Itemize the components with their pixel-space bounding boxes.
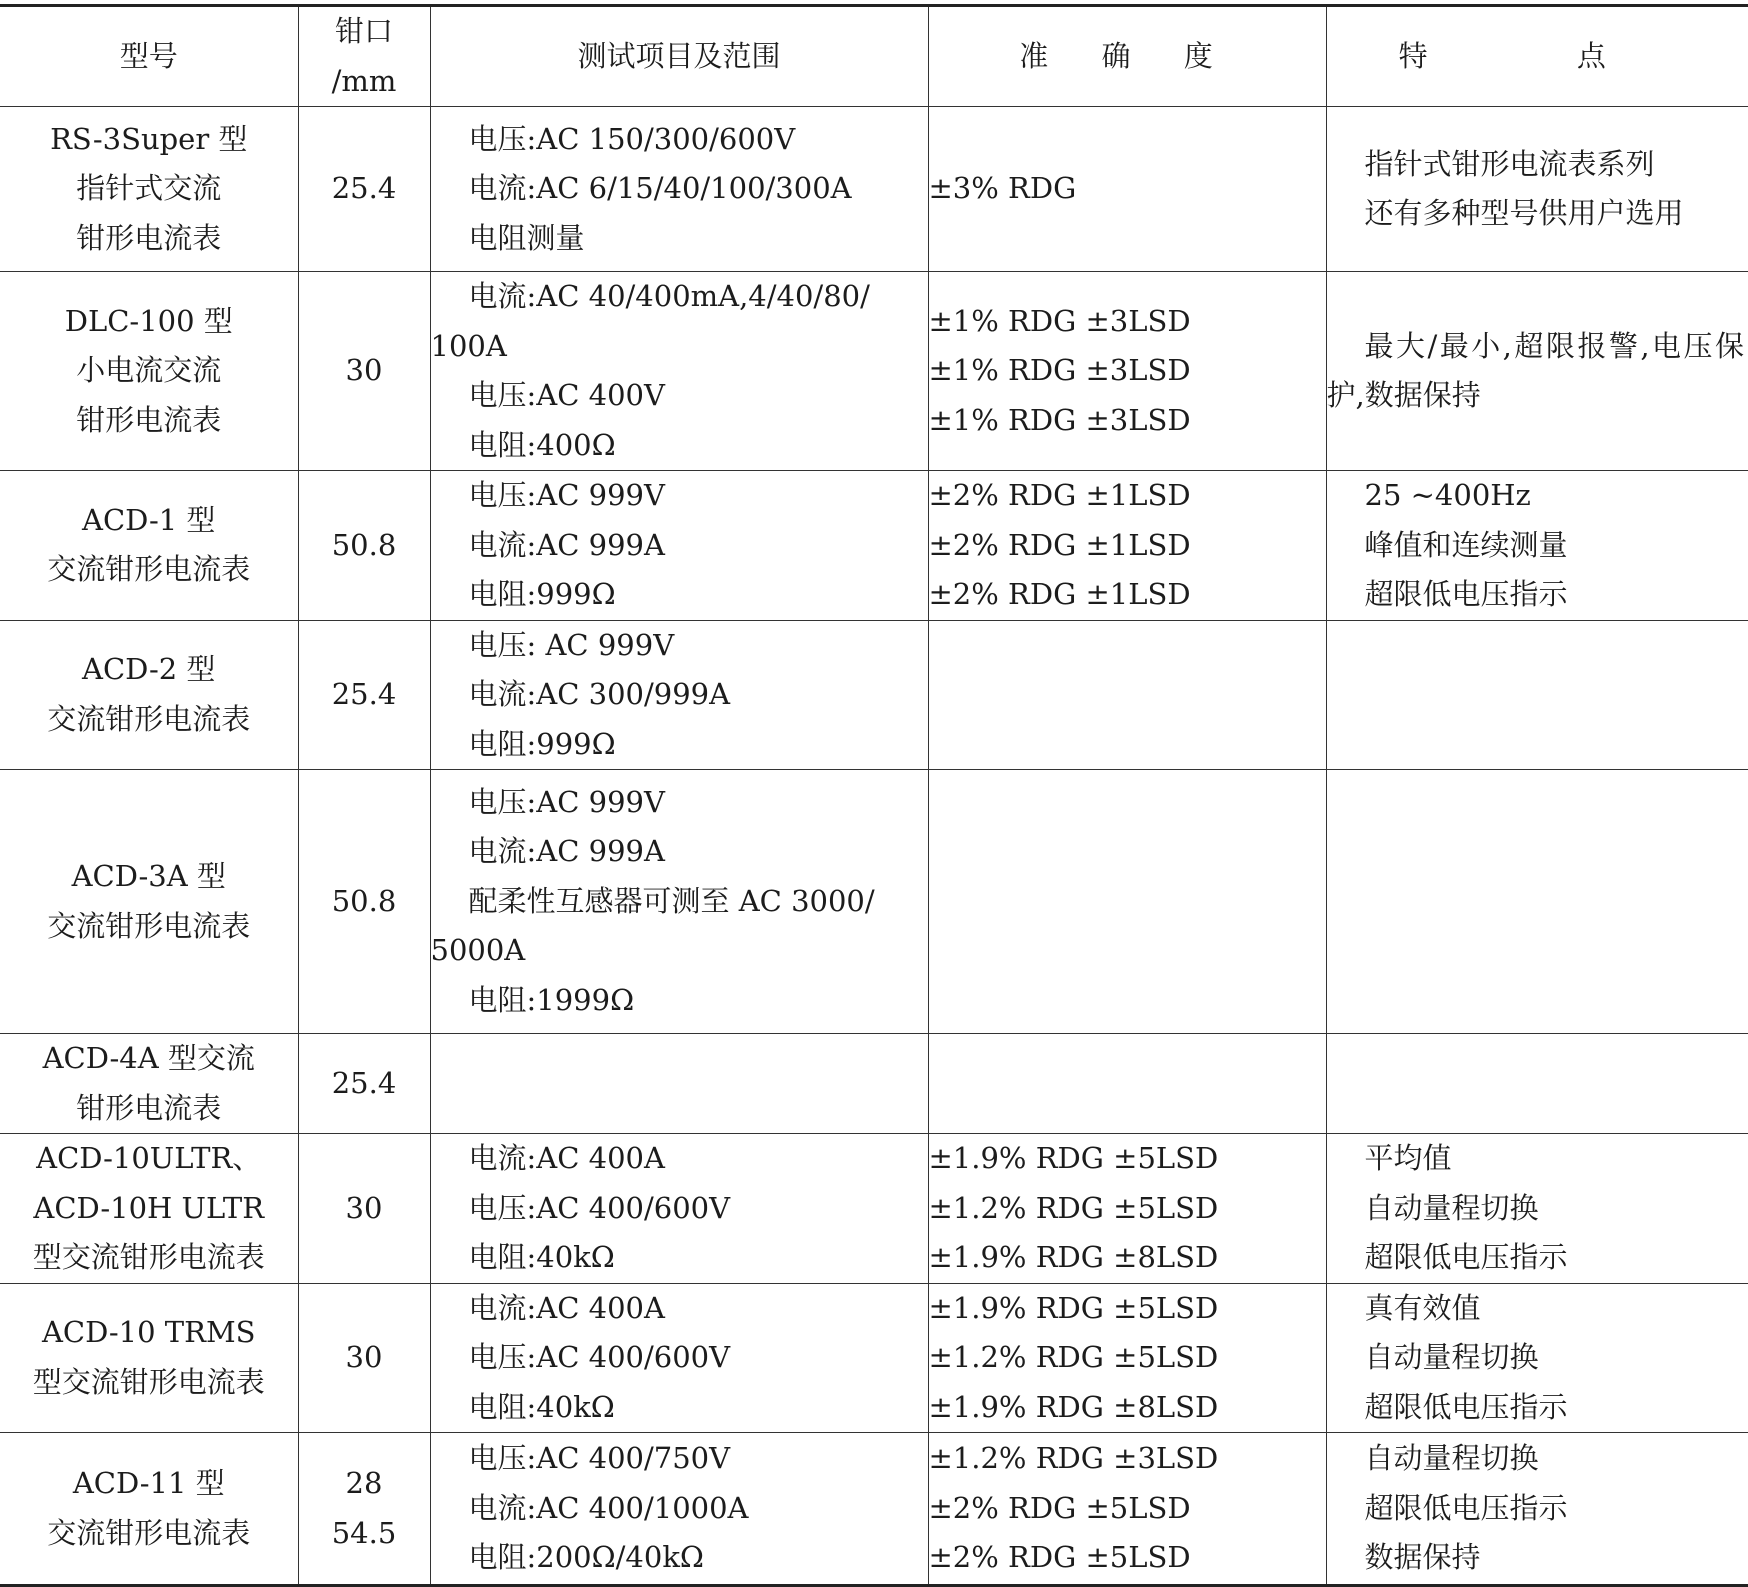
features-cell	[1326, 620, 1748, 770]
range-line: 电阻:400Ω	[431, 421, 928, 471]
accuracy-line: ±1.9% RDG ±8LSD	[929, 1233, 1326, 1283]
model-line: 交流钳形电流表	[0, 545, 298, 595]
feature-line: 超限低电压指示	[1327, 1484, 1748, 1534]
range-line: 电压:AC 999V	[431, 471, 928, 521]
range-line: 配柔性互感器可测至 AC 3000/	[431, 877, 928, 927]
range-cell	[430, 471, 928, 621]
jaw-cell	[298, 1034, 430, 1134]
model-line: 钳形电流表	[0, 396, 298, 446]
jaw-cell	[298, 770, 430, 1034]
range-line: 电流:AC 400A	[431, 1134, 928, 1184]
features-cell	[1326, 1433, 1748, 1586]
jaw-value: 54.5	[299, 1509, 430, 1559]
model-line: 钳形电流表	[0, 1084, 298, 1134]
model-cell	[0, 1134, 298, 1284]
jaw-value: 50.8	[299, 521, 430, 571]
feature-line: 超限低电压指示	[1327, 1233, 1748, 1283]
model-line: ACD-10 TRMS	[0, 1308, 298, 1358]
feature-line: 真有效值	[1327, 1284, 1748, 1334]
model-line: 指针式交流	[0, 164, 298, 214]
range-line: 电阻:40kΩ	[431, 1383, 928, 1433]
accuracy-line: ±1.9% RDG ±8LSD	[929, 1383, 1326, 1433]
range-line: 电流:AC 999A	[431, 521, 928, 571]
feature-line: 峰值和连续测量	[1327, 521, 1748, 571]
model-line: ACD-3A 型	[0, 852, 298, 902]
accuracy-line: ±1% RDG ±3LSD	[929, 346, 1326, 396]
range-line: 5000A	[431, 926, 928, 976]
accuracy-cell	[928, 1034, 1326, 1134]
model-line: ACD-4A 型交流	[0, 1034, 298, 1084]
accuracy-line: ±1% RDG ±3LSD	[929, 297, 1326, 347]
model-line: DLC-100 型	[0, 297, 298, 347]
accuracy-cell	[928, 1134, 1326, 1284]
clamp-meter-spec-table	[0, 4, 1748, 1587]
accuracy-line: ±2% RDG ±1LSD	[929, 521, 1326, 571]
accuracy-line: ±3% RDG	[929, 164, 1326, 214]
accuracy-line: ±1.2% RDG ±3LSD	[929, 1434, 1326, 1484]
features-cell	[1326, 1283, 1748, 1433]
jaw-cell	[298, 471, 430, 621]
accuracy-line: ±1.2% RDG ±5LSD	[929, 1333, 1326, 1383]
feature-line: 自动量程切换	[1327, 1333, 1748, 1383]
range-cell	[430, 620, 928, 770]
model-cell	[0, 620, 298, 770]
jaw-value: 25.4	[299, 670, 430, 720]
features-cell	[1326, 272, 1748, 471]
features-cell	[1326, 770, 1748, 1034]
range-line: 电阻测量	[431, 214, 928, 264]
range-cell	[430, 770, 928, 1034]
features-cell	[1326, 471, 1748, 621]
jaw-cell	[298, 107, 430, 272]
range-line: 电阻:999Ω	[431, 720, 928, 770]
model-line: 交流钳形电流表	[0, 902, 298, 952]
range-line: 电压:AC 400/600V	[431, 1333, 928, 1383]
range-line: 100A	[431, 322, 928, 372]
jaw-value: 50.8	[299, 877, 430, 927]
range-cell	[430, 107, 928, 272]
model-line: 钳形电流表	[0, 214, 298, 264]
range-line: 电压:AC 999V	[431, 778, 928, 828]
model-line: ACD-2 型	[0, 645, 298, 695]
model-cell	[0, 471, 298, 621]
model-line: 型交流钳形电流表	[0, 1358, 298, 1408]
model-line: ACD-1 型	[0, 496, 298, 546]
feature-line: 最大/最小,超限报警,电压保护,数据保持	[1327, 322, 1748, 421]
feature-line: 平均值	[1327, 1134, 1748, 1184]
jaw-cell	[298, 1283, 430, 1433]
model-line: 交流钳形电流表	[0, 1509, 298, 1559]
jaw-value: 25.4	[299, 164, 430, 214]
range-line: 电流:AC 999A	[431, 827, 928, 877]
accuracy-line: ±1.9% RDG ±5LSD	[929, 1284, 1326, 1334]
jaw-value: 30	[299, 346, 430, 396]
model-cell	[0, 107, 298, 272]
range-line: 电压:AC 400V	[431, 371, 928, 421]
accuracy-cell	[928, 620, 1326, 770]
header-jaw	[298, 6, 430, 107]
accuracy-cell	[928, 471, 1326, 621]
range-cell	[430, 1283, 928, 1433]
range-line: 电流:AC 40/400mA,4/40/80/	[431, 272, 928, 322]
table-row	[0, 107, 1748, 272]
jaw-cell	[298, 1134, 430, 1284]
header-range: 测试项目及范围	[430, 6, 928, 107]
model-line: 交流钳形电流表	[0, 695, 298, 745]
jaw-cell	[298, 1433, 430, 1586]
model-cell	[0, 1433, 298, 1586]
accuracy-cell	[928, 1283, 1326, 1433]
jaw-value: 28	[299, 1459, 430, 1509]
accuracy-cell	[928, 1433, 1326, 1586]
range-line: 电压:AC 150/300/600V	[431, 115, 928, 165]
accuracy-line: ±2% RDG ±1LSD	[929, 570, 1326, 620]
accuracy-cell	[928, 107, 1326, 272]
feature-line: 数据保持	[1327, 1533, 1748, 1583]
range-line: 电压: AC 999V	[431, 621, 928, 671]
table-row	[0, 471, 1748, 621]
jaw-value: 25.4	[299, 1059, 430, 1109]
features-cell	[1326, 1034, 1748, 1134]
range-line: 电流:AC 300/999A	[431, 670, 928, 720]
header-row	[0, 6, 1748, 107]
model-cell	[0, 272, 298, 471]
model-cell	[0, 1283, 298, 1433]
range-line: 电流:AC 400/1000A	[431, 1484, 928, 1534]
accuracy-line: ±2% RDG ±5LSD	[929, 1533, 1326, 1583]
feature-line: 超限低电压指示	[1327, 570, 1748, 620]
jaw-value: 30	[299, 1333, 430, 1383]
table-row	[0, 1034, 1748, 1134]
feature-line: 还有多种型号供用户选用	[1327, 189, 1748, 239]
header-jaw-line2: /mm	[299, 57, 430, 107]
range-cell	[430, 1034, 928, 1134]
model-line: ACD-10H ULTR	[0, 1184, 298, 1234]
table-row	[0, 620, 1748, 770]
model-cell	[0, 1034, 298, 1134]
table-row	[0, 1433, 1748, 1586]
feature-line: 指针式钳形电流表系列	[1327, 140, 1748, 190]
model-line: ACD-10ULTR、	[0, 1134, 298, 1184]
jaw-cell	[298, 620, 430, 770]
features-cell	[1326, 1134, 1748, 1284]
model-line: 小电流交流	[0, 346, 298, 396]
table-row	[0, 1134, 1748, 1284]
feature-line: 超限低电压指示	[1327, 1383, 1748, 1433]
header-model: 型号	[0, 6, 298, 107]
feature-line: 自动量程切换	[1327, 1434, 1748, 1484]
feature-line: 25 ~400Hz	[1327, 471, 1748, 521]
header-features: 特 点	[1326, 6, 1748, 107]
range-cell	[430, 1134, 928, 1284]
accuracy-line: ±2% RDG ±1LSD	[929, 471, 1326, 521]
range-cell	[430, 1433, 928, 1586]
accuracy-cell	[928, 770, 1326, 1034]
accuracy-cell	[928, 272, 1326, 471]
range-line: 电阻:999Ω	[431, 570, 928, 620]
accuracy-line: ±1.2% RDG ±5LSD	[929, 1184, 1326, 1234]
range-line: 电压:AC 400/750V	[431, 1434, 928, 1484]
jaw-cell	[298, 272, 430, 471]
range-line: 电阻:1999Ω	[431, 976, 928, 1026]
table-row	[0, 770, 1748, 1034]
range-line: 电流:AC 400A	[431, 1284, 928, 1334]
model-cell	[0, 770, 298, 1034]
feature-line: 自动量程切换	[1327, 1184, 1748, 1234]
accuracy-line: ±2% RDG ±5LSD	[929, 1484, 1326, 1534]
accuracy-line: ±1% RDG ±3LSD	[929, 396, 1326, 446]
range-cell	[430, 272, 928, 471]
features-cell	[1326, 107, 1748, 272]
range-line: 电阻:200Ω/40kΩ	[431, 1533, 928, 1583]
model-line: RS-3Super 型	[0, 115, 298, 165]
jaw-value: 30	[299, 1184, 430, 1234]
model-line: ACD-11 型	[0, 1459, 298, 1509]
model-line: 型交流钳形电流表	[0, 1233, 298, 1283]
table-row	[0, 1283, 1748, 1433]
range-line: 电阻:40kΩ	[431, 1233, 928, 1283]
range-line: 电流:AC 6/15/40/100/300A	[431, 164, 928, 214]
table-row	[0, 272, 1748, 471]
accuracy-line: ±1.9% RDG ±5LSD	[929, 1134, 1326, 1184]
header-accuracy: 准 确 度	[928, 6, 1326, 107]
range-line: 电压:AC 400/600V	[431, 1184, 928, 1234]
header-jaw-line1: 钳口	[299, 7, 430, 57]
